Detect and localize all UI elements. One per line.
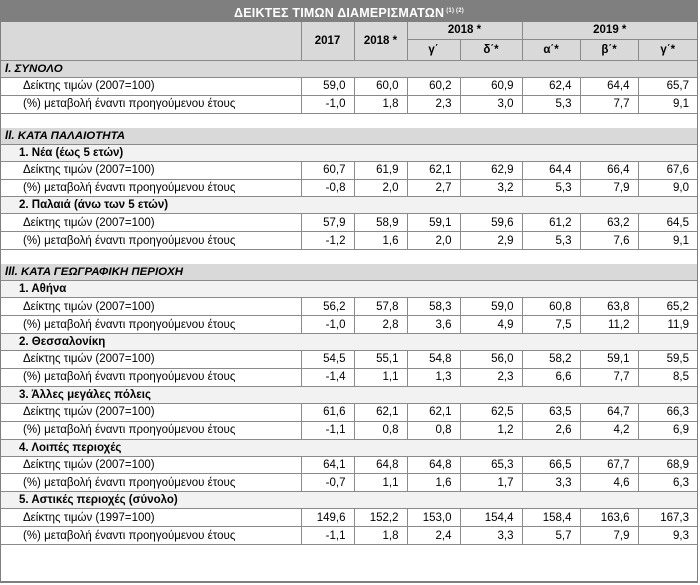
group-thessaloniki	[1, 334, 697, 351]
header-2018-quarters: 2018 *	[407, 22, 522, 39]
cell: 3,3	[522, 474, 580, 492]
cell: 59,1	[580, 351, 638, 369]
group-label: 3. Άλλες μεγάλες πόλεις	[1, 386, 301, 403]
cell: 3,0	[460, 95, 522, 113]
cell: 58,2	[522, 351, 580, 369]
cell: 62,9	[460, 161, 522, 179]
table-row	[1, 214, 697, 232]
cell: 6,6	[522, 368, 580, 386]
cell: 5,3	[522, 232, 580, 250]
cell: 3,6	[407, 316, 460, 334]
cell: 7,7	[580, 95, 638, 113]
cell: 7,9	[580, 179, 638, 197]
cell: 54,8	[407, 351, 460, 369]
cell: 167,3	[638, 509, 697, 527]
title-footnote-refs: (1) (2)	[446, 8, 464, 14]
cell: 9,1	[638, 232, 697, 250]
cell: 63,5	[522, 403, 580, 421]
section-label: I. ΣΥΝΟΛΟ	[1, 60, 697, 77]
section-total	[1, 60, 697, 77]
cell: 1,8	[354, 95, 407, 113]
section-by-region	[1, 264, 697, 281]
section-label: II. ΚΑΤΑ ΠΑΛΑΙΟΤΗΤΑ	[1, 128, 697, 145]
cell: 65,2	[638, 298, 697, 316]
cell: -1,4	[301, 368, 354, 386]
cell: -1,1	[301, 421, 354, 439]
cell: 56,0	[460, 351, 522, 369]
group-label: 1. Αθήνα	[1, 281, 301, 298]
cell: 2,3	[407, 95, 460, 113]
cell: 1,8	[354, 527, 407, 545]
cell: 68,9	[638, 456, 697, 474]
table-row	[1, 403, 697, 421]
cell: 1,2	[460, 421, 522, 439]
cell: 3,2	[460, 179, 522, 197]
cell: 64,5	[638, 214, 697, 232]
header-2019-q1: α΄*	[522, 39, 580, 60]
group-label: 1. Νέα (έως 5 ετών)	[1, 144, 301, 161]
cell: 5,3	[522, 95, 580, 113]
cell: 66,5	[522, 456, 580, 474]
header-row-top	[1, 22, 697, 39]
header-2018-q3: γ΄	[407, 39, 460, 60]
cell: 64,1	[301, 456, 354, 474]
cell: 0,8	[407, 421, 460, 439]
cell: 6,3	[638, 474, 697, 492]
cell: -1,2	[301, 232, 354, 250]
cell: 158,4	[522, 509, 580, 527]
cell: 8,5	[638, 368, 697, 386]
cell: 60,2	[407, 77, 460, 95]
cell: 59,1	[407, 214, 460, 232]
group-label: 2. Θεσσαλονίκη	[1, 334, 301, 351]
cell: 66,4	[580, 161, 638, 179]
cell: 60,9	[460, 77, 522, 95]
cell: 58,3	[407, 298, 460, 316]
cell: 64,4	[522, 161, 580, 179]
group-urban-areas	[1, 492, 697, 509]
row-label: (%) μεταβολή έναντι προηγούμενου έτους	[1, 368, 301, 386]
cell: 149,6	[301, 509, 354, 527]
spacer-row	[1, 250, 697, 265]
row-label: Δείκτης τιμών (2007=100)	[1, 161, 301, 179]
cell: 60,8	[522, 298, 580, 316]
group-athens	[1, 281, 697, 298]
cell: 62,1	[407, 161, 460, 179]
cell: 59,0	[301, 77, 354, 95]
row-label: (%) μεταβολή έναντι προηγούμενου έτους	[1, 316, 301, 334]
table-row	[1, 316, 697, 334]
table-row	[1, 509, 697, 527]
spacer-row	[1, 113, 697, 128]
group-old	[1, 197, 697, 214]
cell: 152,2	[354, 509, 407, 527]
cell: 63,8	[580, 298, 638, 316]
cell: 62,1	[407, 403, 460, 421]
cell: 1,6	[407, 474, 460, 492]
cell: 11,9	[638, 316, 697, 334]
cell: 5,3	[522, 179, 580, 197]
cell: 1,1	[354, 474, 407, 492]
table-row	[1, 351, 697, 369]
row-label: (%) μεταβολή έναντι προηγούμενου έτους	[1, 232, 301, 250]
cell: 6,9	[638, 421, 697, 439]
cell: 9,1	[638, 95, 697, 113]
cell: 2,0	[354, 179, 407, 197]
cell: 57,8	[354, 298, 407, 316]
header-2018-annual: 2018 *	[354, 22, 407, 60]
cell: 64,7	[580, 403, 638, 421]
section-label: III. ΚΑΤΑ ΓΕΩΓΡΑΦΙΚΗ ΠΕΡΙΟΧΗ	[1, 264, 697, 281]
cell: 61,2	[522, 214, 580, 232]
cell: 58,9	[354, 214, 407, 232]
header-2019-q3: γ΄*	[638, 39, 697, 60]
table-row	[1, 421, 697, 439]
cell: 3,3	[460, 527, 522, 545]
table-row	[1, 298, 697, 316]
cell: 56,2	[301, 298, 354, 316]
table-title	[1, 1, 697, 22]
cell: 67,7	[580, 456, 638, 474]
cell: 7,6	[580, 232, 638, 250]
cell: 65,7	[638, 77, 697, 95]
cell: -1,0	[301, 95, 354, 113]
cell: 1,6	[354, 232, 407, 250]
cell: 61,9	[354, 161, 407, 179]
cell: 154,4	[460, 509, 522, 527]
cell: 59,6	[460, 214, 522, 232]
cell: 2,6	[522, 421, 580, 439]
table-row	[1, 474, 697, 492]
cell: 55,1	[354, 351, 407, 369]
row-label: (%) μεταβολή έναντι προηγούμενου έτους	[1, 421, 301, 439]
cell: 2,3	[460, 368, 522, 386]
cell: 62,4	[522, 77, 580, 95]
cell: 54,5	[301, 351, 354, 369]
cell: 61,6	[301, 403, 354, 421]
cell: -0,7	[301, 474, 354, 492]
cell: 163,6	[580, 509, 638, 527]
cell: 1,1	[354, 368, 407, 386]
table-row	[1, 95, 697, 113]
cell: 153,0	[407, 509, 460, 527]
row-label: (%) μεταβολή έναντι προηγούμενου έτους	[1, 527, 301, 545]
row-label: (%) μεταβολή έναντι προηγούμενου έτους	[1, 179, 301, 197]
cell: 7,7	[580, 368, 638, 386]
cell: 0,8	[354, 421, 407, 439]
row-label: Δείκτης τιμών (2007=100)	[1, 403, 301, 421]
row-label: Δείκτης τιμών (1997=100)	[1, 509, 301, 527]
cell: 57,9	[301, 214, 354, 232]
cell: 2,7	[407, 179, 460, 197]
cell: 2,4	[407, 527, 460, 545]
cell: 62,1	[354, 403, 407, 421]
cell: 64,8	[407, 456, 460, 474]
cell: 62,5	[460, 403, 522, 421]
cell: 2,9	[460, 232, 522, 250]
row-label: (%) μεταβολή έναντι προηγούμενου έτους	[1, 474, 301, 492]
table-row	[1, 527, 697, 545]
cell: 63,2	[580, 214, 638, 232]
section-by-age	[1, 128, 697, 145]
header-2019-q2: β΄*	[580, 39, 638, 60]
cell: 9,3	[638, 527, 697, 545]
cell: 65,3	[460, 456, 522, 474]
header-2017: 2017	[301, 22, 354, 60]
group-other-large-cities	[1, 386, 697, 403]
cell: 2,0	[407, 232, 460, 250]
cell: 4,9	[460, 316, 522, 334]
cell: 4,6	[580, 474, 638, 492]
row-label: Δείκτης τιμών (2007=100)	[1, 351, 301, 369]
table-row	[1, 161, 697, 179]
header-blank-cell	[1, 22, 301, 60]
group-new	[1, 144, 697, 161]
row-label: Δείκτης τιμών (2007=100)	[1, 456, 301, 474]
cell: 7,9	[580, 527, 638, 545]
table-row	[1, 77, 697, 95]
cell: -1,1	[301, 527, 354, 545]
row-label: Δείκτης τιμών (2007=100)	[1, 298, 301, 316]
group-label: 2. Παλαιά (άνω των 5 ετών)	[1, 197, 301, 214]
cell: 64,8	[354, 456, 407, 474]
cell: 2,8	[354, 316, 407, 334]
data-table	[1, 22, 697, 545]
cell: 60,0	[354, 77, 407, 95]
row-label: Δείκτης τιμών (2007=100)	[1, 214, 301, 232]
table-row	[1, 456, 697, 474]
cell: -0,8	[301, 179, 354, 197]
group-label: 4. Λοιπές περιοχές	[1, 439, 301, 456]
table-row	[1, 179, 697, 197]
cell: 64,4	[580, 77, 638, 95]
table-title-text: ΔΕΙΚΤΕΣ ΤΙΜΩΝ ΔΙΑΜΕΡΙΣΜΑΤΩΝ	[234, 6, 445, 21]
group-label: 5. Αστικές περιοχές (σύνολο)	[1, 492, 301, 509]
cell: 4,2	[580, 421, 638, 439]
cell: 66,3	[638, 403, 697, 421]
cell: 1,7	[460, 474, 522, 492]
cell: 60,7	[301, 161, 354, 179]
row-label: Δείκτης τιμών (2007=100)	[1, 77, 301, 95]
cell: 1,3	[407, 368, 460, 386]
header-2018-q4: δ΄*	[460, 39, 522, 60]
cell: 9,0	[638, 179, 697, 197]
table-row	[1, 368, 697, 386]
cell: -1,0	[301, 316, 354, 334]
cell: 7,5	[522, 316, 580, 334]
header-2019-quarters: 2019 *	[522, 22, 697, 39]
cell: 5,7	[522, 527, 580, 545]
table-row	[1, 232, 697, 250]
row-label: (%) μεταβολή έναντι προηγούμενου έτους	[1, 95, 301, 113]
cell: 59,0	[460, 298, 522, 316]
cell: 67,6	[638, 161, 697, 179]
cell: 59,5	[638, 351, 697, 369]
cell: 11,2	[580, 316, 638, 334]
group-other-areas	[1, 439, 697, 456]
